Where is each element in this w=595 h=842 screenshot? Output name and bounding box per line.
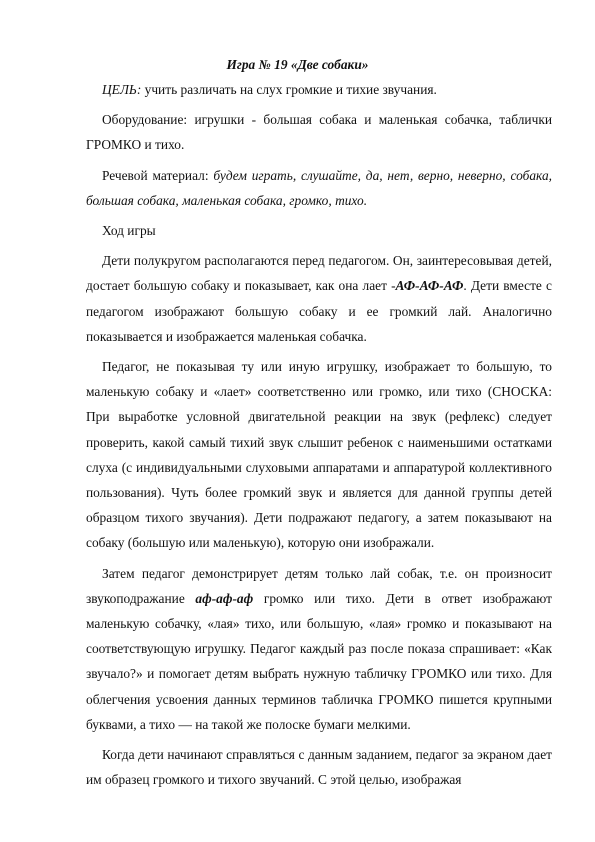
equipment-paragraph: Оборудование: игрушки - большая собака и маленькая собачка, таблички ГРОМКО и тихо. xyxy=(86,112,552,153)
goal-paragraph xyxy=(86,77,552,102)
paragraph-1 xyxy=(86,248,552,349)
p1-bark: АФ-АФ-АФ xyxy=(395,278,464,294)
paragraph-3 xyxy=(86,561,552,737)
course-heading: Ход игры xyxy=(102,223,156,239)
p1-text-a: Дети полукругом располагаются перед педагогом. Он, заинтересовывая детей, достает большую собаку и показывает, как она лает - xyxy=(86,253,552,294)
speech-text: будем играть, слушайте, да, нет, верно, неверно, собака, большая собака, маленькая собака, громко, тихо. xyxy=(86,167,552,208)
p3-text-c: громко или тихо. Дети в ответ изображают маленькую собачку, «лая» тихо, или большую, «лая» громко и показывают на соответствующую игрушку. Педагог каждый раз после показа спрашивает: «Как звучало?» и помогает детям выбрать нужную табличку ГРОМКО или тихо. Для облегчения усвоения данных терминов табличка ГРОМКО пишется крупными буквами, а тихо — на такой же полоске бумаги мелкими. xyxy=(86,590,552,732)
page-title: Игра № 19 «Две собаки» xyxy=(226,57,369,72)
goal-label: ЦЕЛЬ: xyxy=(102,82,142,97)
document-body xyxy=(86,77,552,797)
paragraph-4: Когда дети начинают справляться с данным заданием, педагог за экраном дает им образец громкого и тихого звучаний. С этой целью, изображая xyxy=(86,747,552,788)
speech-material-paragraph xyxy=(86,163,552,213)
p3-bark: аф-аф-аф xyxy=(195,590,254,606)
goal-text: учить различать на слух громкие и тихие звучания. xyxy=(141,82,437,97)
speech-label: Речевой материал: xyxy=(102,167,214,183)
p1-text-c: . Дети вместе с педагогом изображают большую собаку и ее громкий лай. Аналогично показывается и изображается маленькая собачка. xyxy=(86,278,552,344)
paragraph-2: Педагог, не показывая ту или иную игрушку, изображает то большую, то маленькую собаку и «лает» соответственно или громко, или тихо (СНОСКА: При выработке условной двигательной реакции на звук (рефлекс) следует проверить, какой самый тихий звук слышит ребенок с наименьшими остатками слуха (с индивидуальными слуховыми аппаратами и аппаратурой коллективного пользования). Чуть более громкий звук и является для данной группы детей образцом тихого звучания). Дети подражают педагогу, а затем показывают на собаку (большую или маленькую), которую они изображали. xyxy=(86,359,552,551)
p3-text-a: Затем педагог демонстрирует детям только лай собак, т.е. он произносит звукоподражание xyxy=(86,565,552,606)
